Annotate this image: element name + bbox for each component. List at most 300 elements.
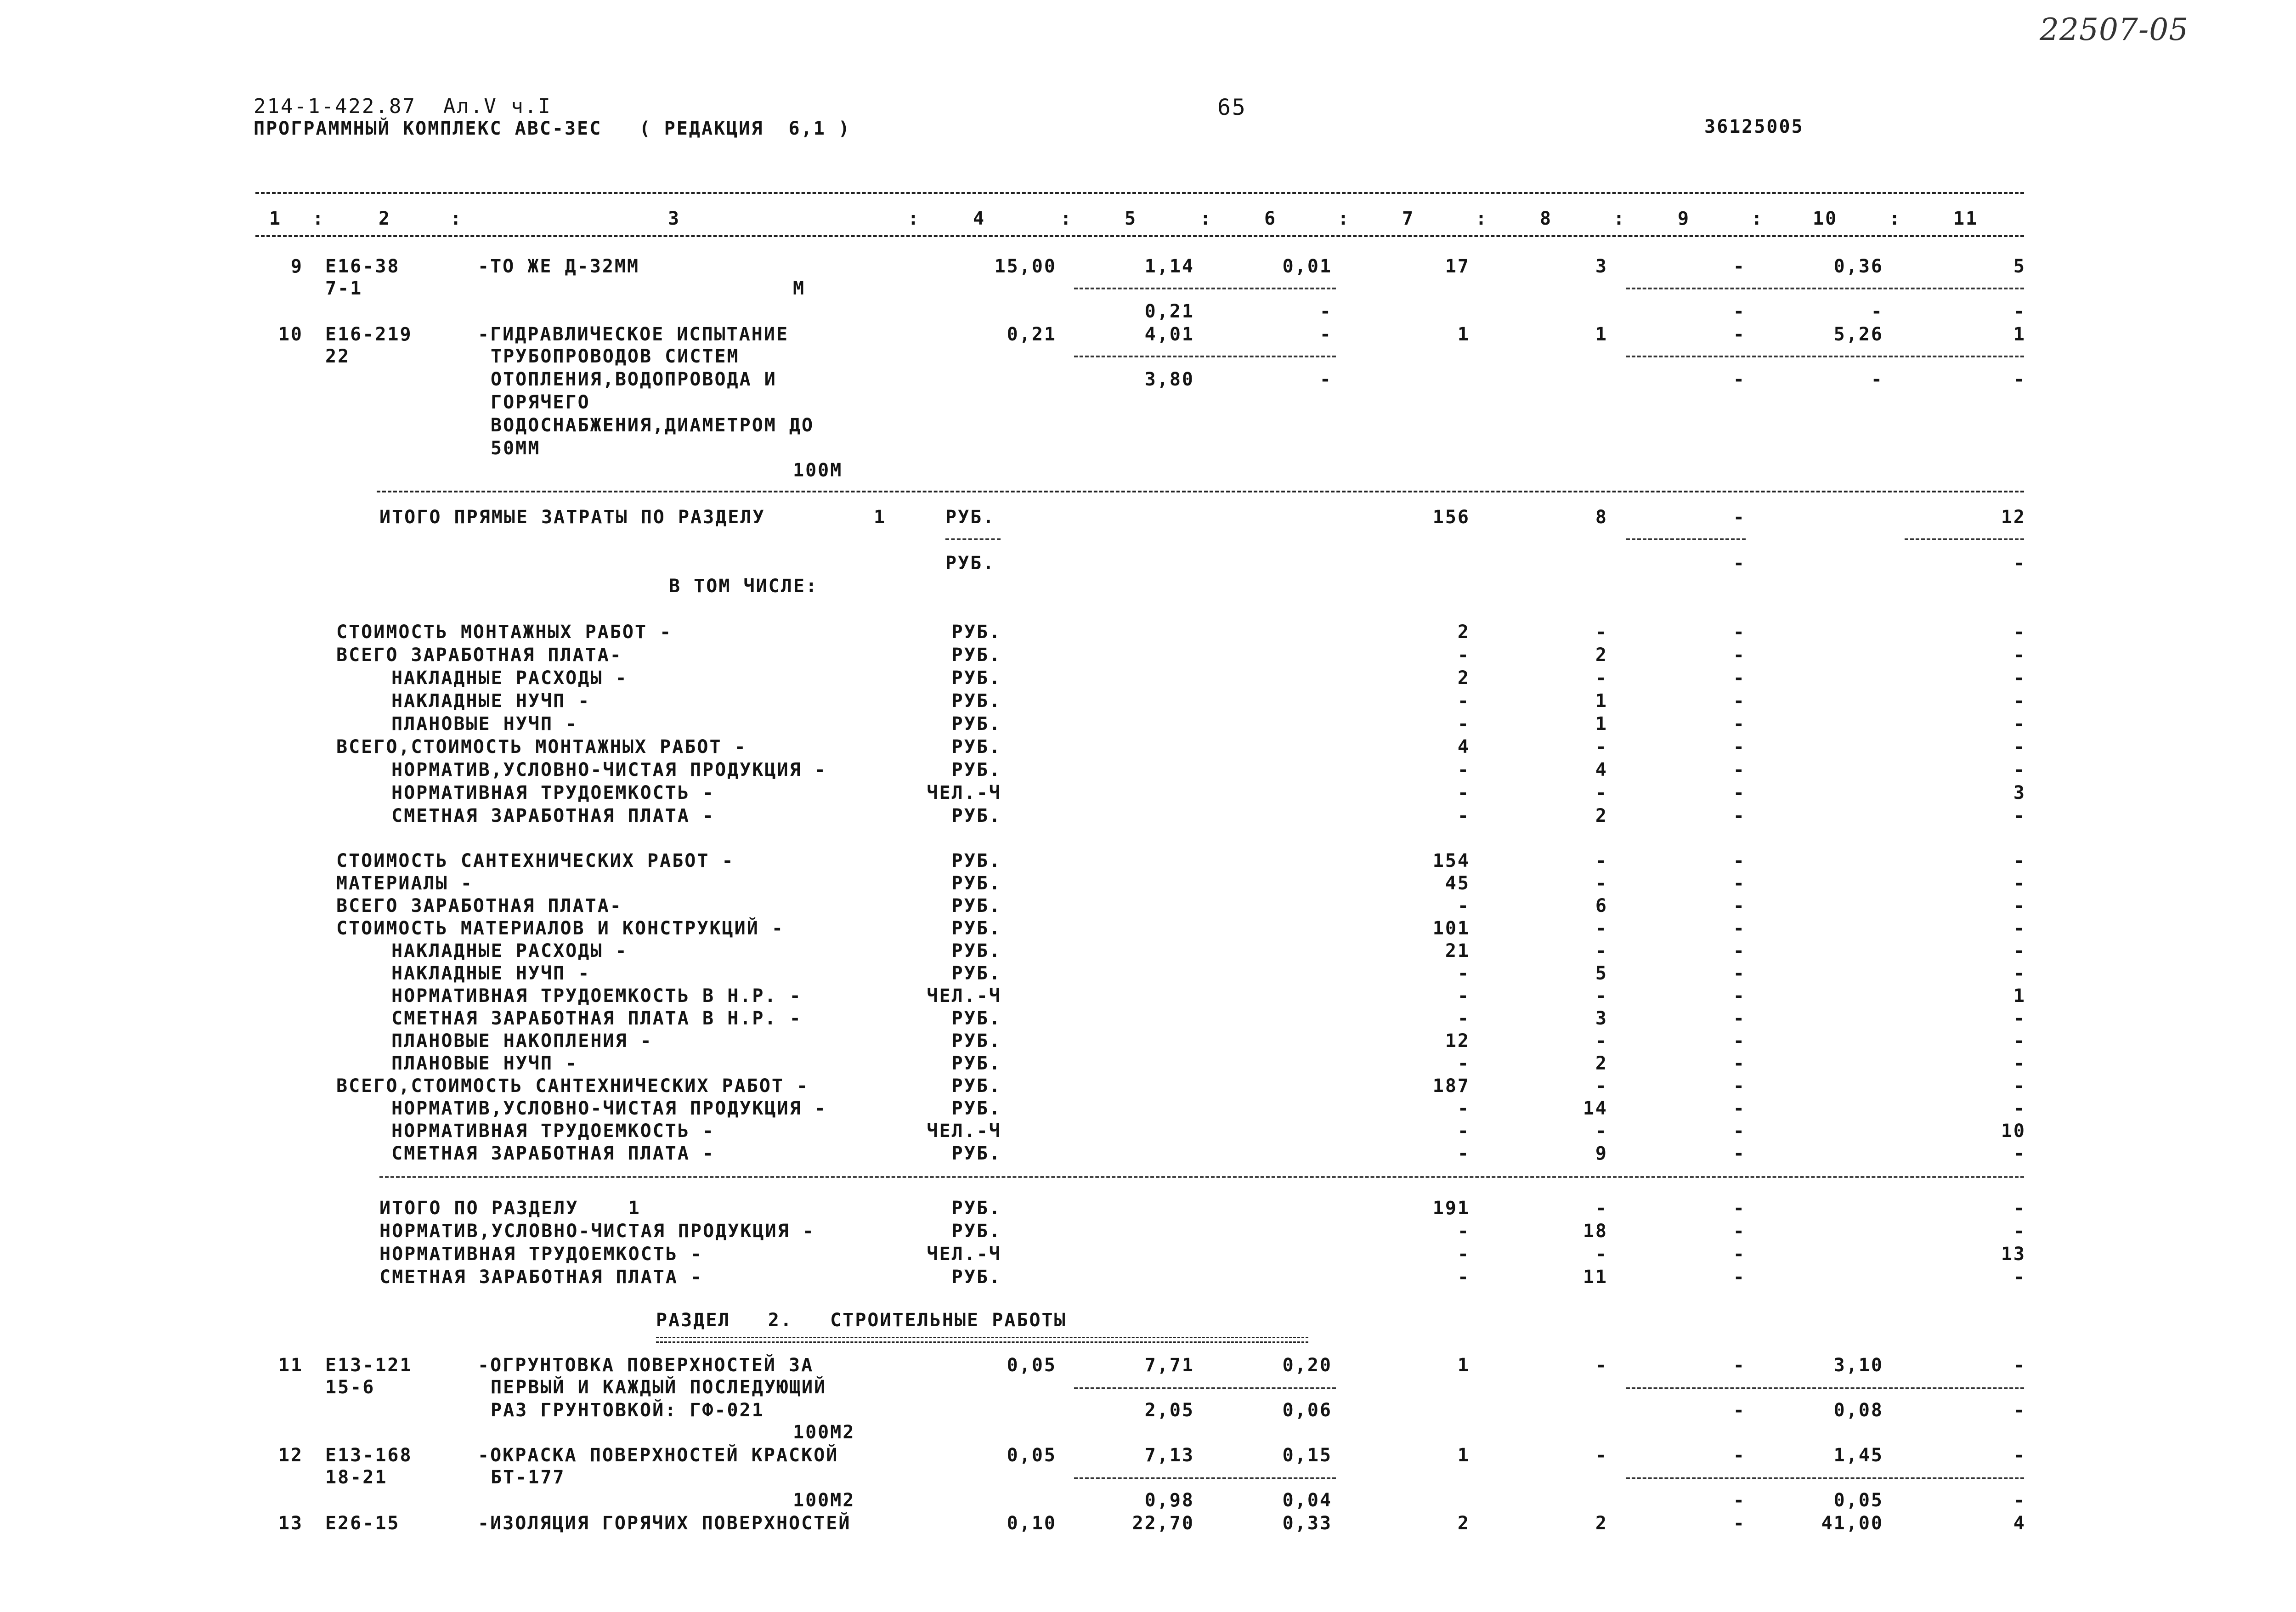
col9-value: - (1733, 1120, 1746, 1142)
col7-value: - (1457, 1098, 1470, 1119)
summary-unit: РУБ. (951, 940, 1001, 962)
summary-label: НОРМАТИВНАЯ ТРУДОЕМКОСТЬ В Н.Р. - (391, 985, 802, 1007)
total-cost: 1 (1457, 324, 1470, 345)
col11-value: 4 (2013, 1513, 2026, 1534)
row-number: 10 (278, 324, 303, 345)
summary-label: НОРМАТИВ,УСЛОВНО-ЧИСТАЯ ПРОДУКЦИЯ - (379, 1221, 815, 1242)
unit-cost: 7,13 (1144, 1445, 1194, 1466)
unit-cost: 4,01 (1144, 324, 1194, 345)
col9-value: - (1733, 940, 1746, 962)
col9-sub: - (1733, 369, 1746, 390)
section-2-title: РАЗДЕЛ 2. СТРОИТЕЛЬНЫЕ РАБОТЫ (656, 1310, 1067, 1331)
summary-unit: РУБ. (951, 1030, 1001, 1052)
subline (1626, 1477, 2024, 1479)
col8-value: 1 (1595, 690, 1608, 712)
col11-value: - (2013, 622, 2026, 643)
col11-sub: - (2013, 1490, 2026, 1511)
col8-value: 6 (1595, 895, 1608, 916)
col-header-4: 4 (973, 208, 986, 229)
summary-unit: ЧЕЛ.-Ч (927, 1120, 1001, 1142)
summary-unit: РУБ. (951, 963, 1001, 984)
unit-of-measure: 100М2 (793, 1490, 855, 1511)
col7-value: 21 (1445, 940, 1470, 962)
summary-label: НОРМАТИВНАЯ ТРУДОЕМКОСТЬ - (391, 782, 715, 803)
subline (1074, 356, 1336, 357)
total-cost: 156 (1432, 507, 1470, 528)
norm-code: Е26-15 (325, 1513, 400, 1534)
summary-unit: ЧЕЛ.-Ч (927, 782, 1001, 803)
col9-value: - (1733, 1445, 1746, 1466)
col11-value: 13 (2001, 1244, 2026, 1265)
col7-value: - (1457, 805, 1470, 826)
unit-wage-col6: 0,04 (1282, 1490, 1332, 1511)
col8-value: - (1595, 940, 1608, 962)
summary-unit: РУБ. (951, 645, 1001, 666)
section-number: 1 (874, 507, 887, 528)
summary-unit: РУБ. (951, 1143, 1001, 1164)
col11-value: - (2013, 963, 2026, 984)
summary-label: ПЛАНОВЫЕ НАКОПЛЕНИЯ - (391, 1030, 653, 1052)
col9-value: - (1733, 690, 1746, 712)
document-number: 36125005 (1704, 116, 1804, 137)
col8-value: - (1595, 1244, 1608, 1265)
summary-label: СТОИМОСТЬ САНТЕХНИЧЕСКИХ РАБОТ - (336, 850, 735, 871)
summary-unit: ЧЕЛ.-Ч (927, 1244, 1001, 1265)
col9-value: - (1733, 1098, 1746, 1119)
summary-label: НОРМАТИВНАЯ ТРУДОЕМКОСТЬ - (379, 1244, 703, 1265)
summary-unit: РУБ. (951, 918, 1001, 939)
summary-unit: РУБ. (951, 1098, 1001, 1119)
col9-sub: - (1733, 553, 1746, 574)
summary-label: МАТЕРИАЛЫ - (336, 873, 473, 894)
col9-value: - (1733, 985, 1746, 1007)
col11-sub: - (2013, 301, 2026, 322)
document-code: 214-1-422.87 Ал.V ч.I (254, 95, 552, 118)
col10-value: 41,00 (1821, 1513, 1883, 1534)
col8-value: 5 (1595, 963, 1608, 984)
total-cost: 1 (1457, 1445, 1470, 1466)
unit-cost-col6: - (1319, 324, 1332, 345)
col10-value: 0,36 (1833, 256, 1883, 277)
summary-unit: РУБ. (951, 736, 1001, 758)
summary-label: ВСЕГО,СТОИМОСТЬ МОНТАЖНЫХ РАБОТ - (336, 736, 747, 758)
work-description-line: ПЕРВЫЙ И КАЖДЫЙ ПОСЛЕДУЮЩИЙ (491, 1377, 827, 1398)
col11-value: - (2013, 1267, 2026, 1288)
row-number: 13 (278, 1513, 303, 1534)
price-code: 7-1 (325, 278, 363, 299)
col10-sub: 0,05 (1833, 1490, 1883, 1511)
col7-value: 187 (1432, 1075, 1470, 1097)
col8-value: - (1595, 1198, 1608, 1219)
col9-value: - (1733, 850, 1746, 871)
unit-of-measure: 100М2 (793, 1422, 855, 1443)
header-bottom-rule (255, 235, 2024, 237)
col7-value: - (1457, 690, 1470, 712)
col7-value: 2 (1457, 622, 1470, 643)
work-description-line: ГОРЯЧЕГО (491, 392, 590, 413)
col10-sub: 0,08 (1833, 1400, 1883, 1421)
col8-value: 2 (1595, 1053, 1608, 1074)
unit-wage: 3,80 (1144, 369, 1194, 390)
col7-value: 191 (1432, 1198, 1470, 1219)
norm-code: Е13-121 (325, 1355, 413, 1376)
col8-value: 2 (1595, 645, 1608, 666)
work-description-line: -ОКРАСКА ПОВЕРХНОСТЕЙ КРАСКОЙ (478, 1445, 839, 1466)
col11-value: 3 (2013, 782, 2026, 803)
summary-unit: РУБ. (951, 895, 1001, 916)
row-number: 12 (278, 1445, 303, 1466)
col11-sub: - (2013, 553, 2026, 574)
unit-wage-col6: - (1319, 301, 1332, 322)
col7-value: - (1457, 713, 1470, 735)
summary-label: НАКЛАДНЫЕ НУЧП - (391, 963, 591, 984)
col11-value: 1 (2013, 985, 2026, 1007)
col7-value: - (1457, 1267, 1470, 1288)
work-description-line: -ОГРУНТОВКА ПОВЕРХНОСТЕЙ ЗА (478, 1355, 814, 1376)
col-header-9: 9 (1678, 208, 1691, 229)
col11-value: - (2013, 1143, 2026, 1164)
section-title-underline (656, 1341, 1308, 1343)
col-separator: : (1613, 208, 1626, 229)
price-code: 22 (325, 346, 351, 367)
summary-label: ИТОГО ПО РАЗДЕЛУ 1 (379, 1198, 641, 1219)
col7-value: 154 (1432, 850, 1470, 871)
summary-label: СМЕТНАЯ ЗАРАБОТНАЯ ПЛАТА - (379, 1267, 703, 1288)
unit-cost-col6: 0,01 (1282, 256, 1332, 277)
summary-unit: РУБ. (951, 1221, 1001, 1242)
work-description: -ТО ЖЕ Д-32ММ (478, 256, 640, 277)
col9-value: - (1733, 918, 1746, 939)
col-separator: : (450, 208, 463, 229)
col10-value: 5,26 (1833, 324, 1883, 345)
price-code: 15-6 (325, 1377, 375, 1398)
col8-value: - (1595, 782, 1608, 803)
norm-code: Е13-168 (325, 1445, 413, 1466)
summary-label: СМЕТНАЯ ЗАРАБОТНАЯ ПЛАТА В Н.Р. - (391, 1008, 802, 1029)
col10-value: 1,45 (1833, 1445, 1883, 1466)
summary-unit: РУБ. (951, 713, 1001, 735)
col7-value: - (1457, 1244, 1470, 1265)
work-description-line: РАЗ ГРУНТОВКОЙ: ГФ-021 (491, 1400, 764, 1421)
col11-value: - (2013, 1075, 2026, 1097)
summary-label: НАКЛАДНЫЕ НУЧП - (391, 690, 591, 712)
col11-value: - (2013, 713, 2026, 735)
col-header-3: 3 (668, 208, 681, 229)
col11-value: - (2013, 805, 2026, 826)
col7-value: - (1457, 759, 1470, 781)
col11-value: 5 (2013, 256, 2026, 277)
col8-value: 18 (1583, 1221, 1608, 1242)
col11-value: - (2013, 1445, 2026, 1466)
col-header-2: 2 (379, 208, 391, 229)
col8-value: 3 (1595, 1008, 1608, 1029)
col8-value: - (1595, 1120, 1608, 1142)
col11-value: - (2013, 736, 2026, 758)
col9-value: - (1733, 713, 1746, 735)
summary-unit: РУБ. (951, 850, 1001, 871)
col7-value: - (1457, 895, 1470, 916)
col7-value: - (1457, 782, 1470, 803)
col8-value: - (1595, 622, 1608, 643)
col7-value: - (1457, 645, 1470, 666)
program-title: ПРОГРАММНЫЙ КОМПЛЕКС АВС-3ЕС ( РЕДАКЦИЯ 6,1 ) (254, 118, 851, 139)
work-description-line: -ГИДРАВЛИЧЕСКОЕ ИСПЫТАНИЕ (478, 324, 789, 345)
summary-label: СМЕТНАЯ ЗАРАБОТНАЯ ПЛАТА - (391, 805, 715, 826)
col8-value: 3 (1595, 256, 1608, 277)
col9-value: - (1733, 645, 1746, 666)
col11-value: - (2013, 759, 2026, 781)
work-description-line: ТРУБОПРОВОДОВ СИСТЕМ (491, 346, 740, 367)
col-header-7: 7 (1402, 208, 1415, 229)
header-top-rule (255, 192, 2024, 194)
subline (1074, 1477, 1336, 1479)
section-title-underline (656, 1337, 1308, 1338)
col-header-11: 11 (1953, 208, 1979, 229)
col7-value: 101 (1432, 918, 1470, 939)
col-separator: : (1338, 208, 1351, 229)
col8-value: - (1595, 873, 1608, 894)
summary-label: НОРМАТИВНАЯ ТРУДОЕМКОСТЬ - (391, 1120, 715, 1142)
col11-sub: - (2013, 369, 2026, 390)
col10-value: 3,10 (1833, 1355, 1883, 1376)
col8-value: - (1595, 1355, 1608, 1376)
col11-value: - (2013, 1098, 2026, 1119)
col8-value: - (1595, 1030, 1608, 1052)
subline (1626, 356, 2024, 357)
summary-label: ПЛАНОВЫЕ НУЧП - (391, 1053, 578, 1074)
col10-sub: - (1871, 369, 1883, 390)
summary-label: НОРМАТИВ,УСЛОВНО-ЧИСТАЯ ПРОДУКЦИЯ - (391, 759, 827, 781)
col8-value: 2 (1595, 1513, 1608, 1534)
summary-label: СМЕТНАЯ ЗАРАБОТНАЯ ПЛАТА - (391, 1143, 715, 1164)
col8-value: - (1595, 1445, 1608, 1466)
col8-value: - (1595, 667, 1608, 689)
col11-value: - (2013, 918, 2026, 939)
col9-value: - (1733, 805, 1746, 826)
col9-value: - (1733, 1198, 1746, 1219)
col9-value: - (1733, 667, 1746, 689)
subline (945, 538, 1001, 540)
total-cost: 1 (1457, 1355, 1470, 1376)
col-header-6: 6 (1264, 208, 1277, 229)
col8-value: - (1595, 736, 1608, 758)
unit-cost-col6: 0,33 (1282, 1513, 1332, 1534)
col-header-8: 8 (1540, 208, 1553, 229)
summary-label: ВСЕГО,СТОИМОСТЬ САНТЕХНИЧЕСКИХ РАБОТ - (336, 1075, 809, 1097)
work-description: -ИЗОЛЯЦИЯ ГОРЯЧИХ ПОВЕРХНОСТЕЙ (478, 1513, 851, 1534)
col9-value: - (1733, 873, 1746, 894)
work-description-line: БТ-177 (491, 1467, 566, 1488)
summary-unit: РУБ. (951, 873, 1001, 894)
summary-unit: РУБ. (951, 667, 1001, 689)
col-separator: : (1751, 208, 1764, 229)
col8-value: 1 (1595, 324, 1608, 345)
col8-value: 11 (1583, 1267, 1608, 1288)
summary-unit: РУБ. (951, 622, 1001, 643)
subline (1626, 288, 2024, 289)
col11-value: - (2013, 645, 2026, 666)
col11-value: - (2013, 1198, 2026, 1219)
col9-value: - (1733, 1244, 1746, 1265)
col11-value: - (2013, 940, 2026, 962)
summary-unit: РУБ. (951, 1075, 1001, 1097)
including-label: В ТОМ ЧИСЛЕ: (669, 576, 818, 597)
col9-sub: - (1733, 1490, 1746, 1511)
col11-value: - (2013, 1221, 2026, 1242)
price-code: 18-21 (325, 1467, 388, 1488)
col9-value: - (1733, 622, 1746, 643)
col-header-1: 1 (269, 208, 282, 229)
unit-wage: 0,98 (1144, 1490, 1194, 1511)
row-number: 11 (278, 1355, 303, 1376)
unit-cost: 7,71 (1144, 1355, 1194, 1376)
col9-value: - (1733, 507, 1746, 528)
col9-value: - (1733, 1075, 1746, 1097)
unit-of-measure: М (793, 278, 806, 299)
subline (1905, 538, 2024, 540)
col9-value: - (1733, 1355, 1746, 1376)
col11-value: - (2013, 850, 2026, 871)
summary-unit: РУБ. (951, 1267, 1001, 1288)
col11-value: - (2013, 873, 2026, 894)
summary-label: НАКЛАДНЫЕ РАСХОДЫ - (391, 667, 628, 689)
col-separator: : (908, 208, 921, 229)
col-separator: : (1476, 208, 1488, 229)
col11-value: - (2013, 667, 2026, 689)
col-header-10: 10 (1813, 208, 1838, 229)
col8-value: 14 (1583, 1098, 1608, 1119)
page-number: 65 (1217, 95, 1247, 120)
col9-value: - (1733, 736, 1746, 758)
col11-sub: - (2013, 1400, 2026, 1421)
col9-value: - (1733, 963, 1746, 984)
col9-value: - (1733, 1267, 1746, 1288)
col7-value: - (1457, 985, 1470, 1007)
unit: РУБ. (945, 553, 995, 574)
col11-value: - (2013, 690, 2026, 712)
col9-sub: - (1733, 1400, 1746, 1421)
col-separator: : (1060, 208, 1073, 229)
col7-value: 4 (1457, 736, 1470, 758)
col8-value: 9 (1595, 1143, 1608, 1164)
summary-unit: РУБ. (951, 805, 1001, 826)
norm-code: Е16-219 (325, 324, 413, 345)
col11-value: 1 (2013, 324, 2026, 345)
col9-value: - (1733, 1053, 1746, 1074)
unit-wage-col6: - (1319, 369, 1332, 390)
unit-cost-col6: 0,20 (1282, 1355, 1332, 1376)
col-separator: : (1889, 208, 1902, 229)
unit-cost-col6: 0,15 (1282, 1445, 1332, 1466)
subline (1626, 538, 1746, 540)
col11-value: - (2013, 1355, 2026, 1376)
unit-cost: 22,70 (1132, 1513, 1194, 1534)
unit-wage: 0,21 (1144, 301, 1194, 322)
unit-wage-col6: 0,06 (1282, 1400, 1332, 1421)
col9-value: - (1733, 782, 1746, 803)
col8-value: 8 (1595, 507, 1608, 528)
col8-value: 4 (1595, 759, 1608, 781)
col7-value: 45 (1445, 873, 1470, 894)
col11-value: - (2013, 1053, 2026, 1074)
summary-label: СТОИМОСТЬ МОНТАЖНЫХ РАБОТ - (336, 622, 673, 643)
unit-of-measure: 100М (793, 460, 843, 481)
summary-unit: ЧЕЛ.-Ч (927, 985, 1001, 1007)
col8-value: - (1595, 850, 1608, 871)
col9-value: - (1733, 895, 1746, 916)
col7-value: 12 (1445, 1030, 1470, 1052)
work-description-line: ОТОПЛЕНИЯ,ВОДОПРОВОДА И (491, 369, 777, 390)
col7-value: - (1457, 1008, 1470, 1029)
col11-value: - (2013, 1030, 2026, 1052)
summary-unit: РУБ. (951, 1198, 1001, 1219)
row-number: 9 (290, 256, 303, 277)
col8-value: - (1595, 1075, 1608, 1097)
col-separator: : (312, 208, 325, 229)
col8-value: - (1595, 918, 1608, 939)
quantity: 0,05 (1007, 1445, 1057, 1466)
work-description-line: 50ММ (491, 438, 541, 459)
unit-cost: 1,14 (1144, 256, 1194, 277)
subline (1074, 288, 1336, 289)
total-direct-label: ИТОГО ПРЯМЫЕ ЗАТРАТЫ ПО РАЗДЕЛУ (379, 507, 765, 528)
total-cost: 2 (1457, 1513, 1470, 1534)
summary-unit: РУБ. (951, 1008, 1001, 1029)
work-description-line: ВОДОСНАБЖЕНИЯ,ДИАМЕТРОМ ДО (491, 415, 814, 436)
norm-code: Е16-38 (325, 256, 400, 277)
summary-label: СТОИМОСТЬ МАТЕРИАЛОВ И КОНСТРУКЦИЙ - (336, 918, 784, 939)
col7-value: - (1457, 1143, 1470, 1164)
quantity: 15,00 (994, 256, 1057, 277)
unit: РУБ. (945, 507, 995, 528)
summary-label: ПЛАНОВЫЕ НУЧП - (391, 713, 578, 735)
summary-unit: РУБ. (951, 690, 1001, 712)
col9-value: - (1733, 759, 1746, 781)
summary-label: НОРМАТИВ,УСЛОВНО-ЧИСТАЯ ПРОДУКЦИЯ - (391, 1098, 827, 1119)
col8-value: 2 (1595, 805, 1608, 826)
subline (1074, 1387, 1336, 1389)
col9-value: - (1733, 1008, 1746, 1029)
col9-value: - (1733, 256, 1746, 277)
quantity: 0,21 (1007, 324, 1057, 345)
total-cost: 17 (1445, 256, 1470, 277)
section-rule (377, 491, 2024, 492)
unit-wage: 2,05 (1144, 1400, 1194, 1421)
col-separator: : (1200, 208, 1213, 229)
col10-sub: - (1871, 301, 1883, 322)
col11-value: - (2013, 895, 2026, 916)
summary-label: ВСЕГО ЗАРАБОТНАЯ ПЛАТА- (336, 895, 622, 916)
col7-value: - (1457, 1120, 1470, 1142)
subline (1626, 1387, 2024, 1389)
col11-value: - (2013, 1008, 2026, 1029)
quantity: 0,05 (1007, 1355, 1057, 1376)
col7-value: 2 (1457, 667, 1470, 689)
col9-value: - (1733, 1143, 1746, 1164)
col8-value: - (1595, 985, 1608, 1007)
summary-label: НАКЛАДНЫЕ РАСХОДЫ - (391, 940, 628, 962)
col7-value: - (1457, 963, 1470, 984)
col9-sub: - (1733, 301, 1746, 322)
col9-value: - (1733, 1513, 1746, 1534)
quantity: 0,10 (1007, 1513, 1057, 1534)
col7-value: - (1457, 1053, 1470, 1074)
col9-value: - (1733, 1221, 1746, 1242)
summary-unit: РУБ. (951, 1053, 1001, 1074)
col-header-5: 5 (1125, 208, 1137, 229)
handwritten-document-id: 22507-05 (2040, 12, 2189, 47)
section-rule (379, 1176, 2024, 1178)
